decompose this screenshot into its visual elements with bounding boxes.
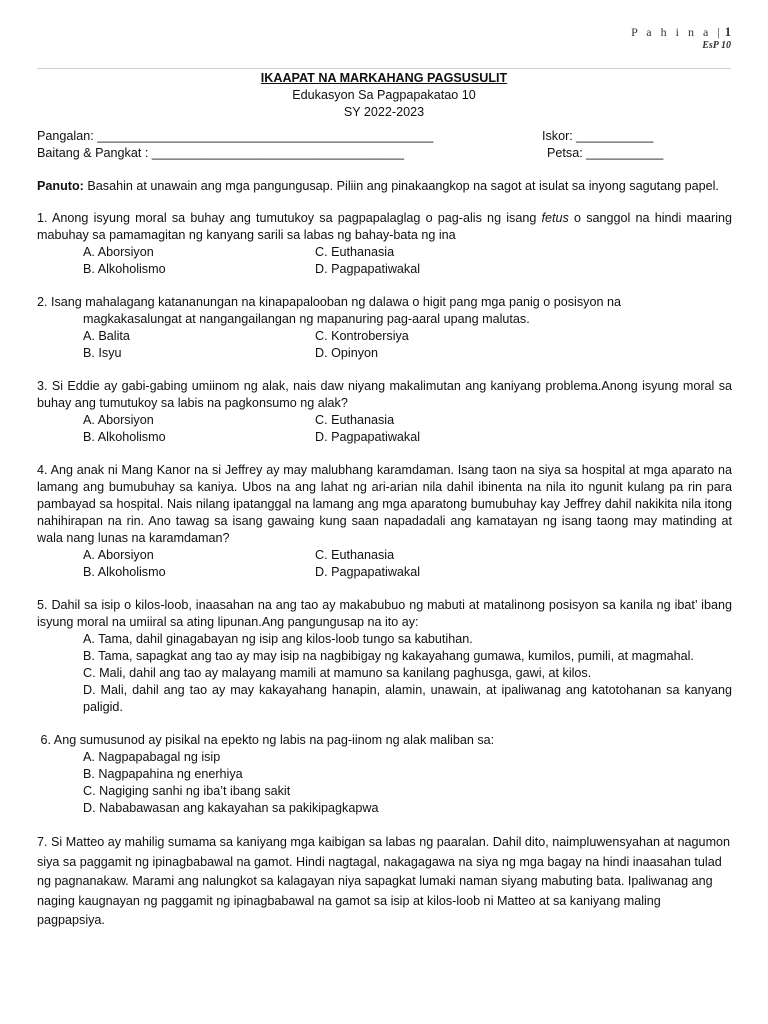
name-field: Pangalan: ________________________________________________ <box>37 129 434 143</box>
option-d: D. Opinyon <box>315 346 378 360</box>
question-1-options <box>37 244 732 278</box>
question-5-options <box>37 631 732 716</box>
question-6 <box>37 732 732 817</box>
question-1-stem: 1. Anong isyung moral sa buhay ang tumutukoy sa pagpapalaglag o pag-alis ng isang fetus o sanggol na hindi maaring mabuhay sa pamamagitan ng kanyang sarili sa labas ng bahay-bata ng ina <box>37 211 732 242</box>
question-3-stem: 3. Si Eddie ay gabi-gabing umiinom ng alak, nais daw niyang makalimutan ang kaniyang problema.Anong isyung moral sa buhay ang tumutukoy sa labis na pagkonsumo ng alak? <box>37 379 732 410</box>
option-b: B. Alkoholismo <box>83 262 166 276</box>
directions-label: Panuto: <box>37 179 84 193</box>
student-info <box>37 128 737 162</box>
option-c: C. Mali, dahil ang tao ay malayang mamili at mamuno sa kanilang paghusga, gawi, at kilos. <box>83 666 592 680</box>
exam-title: IKAAPAT NA MARKAHANG PAGSUSULIT <box>260 71 508 85</box>
option-b: B. Alkoholismo <box>83 430 166 444</box>
option-a: A. Balita <box>83 329 130 343</box>
option-c: C. Euthanasia <box>315 548 395 562</box>
question-3-options <box>37 412 732 446</box>
option-b: B. Nagpapahina ng enerhiya <box>83 767 243 781</box>
option-a: A. Nagpapabagal ng isip <box>83 750 221 764</box>
directions-text: Basahin at unawain ang mga pangungusap. Piliin ang pinakaangkop na sagot at isulat sa inyong sagutang papel. <box>83 179 719 193</box>
question-7-stem: 7. Si Matteo ay mahilig sumama sa kaniyang mga kaibigan sa labas ng paaralan. Dahil dito, naimpluwensyahan at nagumon siya sa paggamit ng ipinagbabawal na gamot. Hindi nagtagal, nakagagawa na siya ng mga bagay na hindi inaasahan tulad ng pagnanakaw. Marami ang nalungkot sa kalagayan niya sapagkat lumaki naman siyang mabuting bata. Ipaliwanag ang naging kaugnayan ng paggamit ng ipinagbabawal na gamot sa isip at kilos-loob ni Matteo at sa kaniyang maling pagpapsiya. <box>37 835 731 927</box>
option-c: C. Nagiging sanhi ng iba’t ibang sakit <box>83 784 291 798</box>
title-block <box>0 70 768 121</box>
question-4-stem: 4. Ang anak ni Mang Kanor na si Jeffrey ay may malubhang karamdaman. Isang taon na siya sa hospital at mga aparato na lamang ang bumubuhay sa kaniya. Ubos na ang lahat ng ari-arian nila dahil ibinenta na nila ito ngunit kulang pa rin para pambayad sa hospital. Nais nilang ipatanggal na lamang ang mga aparatong bumubuhay kay Jeffrey dahil nakikita nila itong nahihirapan na rin. Ano tawag sa isang gawaing kung saan napadadali ang kamatayan ng isang taong may matinding at wala nang lunas na karamdaman? <box>37 463 732 545</box>
option-d: D. Pagpapatiwakal <box>315 565 421 579</box>
section-field: Baitang & Pangkat : ____________________________________ <box>37 146 404 160</box>
option-c: C. Kontrobersiya <box>315 329 409 343</box>
fetus-term: fetus <box>541 211 569 225</box>
question-6-options <box>37 749 732 817</box>
option-a: A. Aborsiyon <box>83 413 154 427</box>
option-b: B. Alkoholismo <box>83 565 166 579</box>
exam-subject: Edukasyon Sa Pagpapakatao 10 <box>292 88 476 102</box>
option-d: D. Pagpapatiwakal <box>315 262 421 276</box>
page-label: P a h i n a | <box>631 25 723 39</box>
option-d: D. Pagpapatiwakal <box>315 430 421 444</box>
question-5-stem: 5. Dahil sa isip o kilos-loob, inaasahan na ang tao ay makabubuo ng mabuti at matalinong posisyon sa kanila ng ibat’ ibang isyung moral na umiiral sa ating lipunan.Ang pangungusap na ito ay: <box>37 598 732 629</box>
exam-content <box>37 178 732 947</box>
option-c: C. Euthanasia <box>315 245 395 259</box>
subject-code: EsP 10 <box>702 40 731 51</box>
option-b: B. Isyu <box>83 346 122 360</box>
header-divider <box>37 68 731 69</box>
option-a: A. Tama, dahil ginagabayan ng isip ang kilos-loob tungo sa kabutihan. <box>83 632 473 646</box>
school-year: SY 2022-2023 <box>343 105 425 119</box>
question-2 <box>37 294 732 362</box>
question-4 <box>37 462 732 581</box>
option-d: D. Nababawasan ang kakayahan sa pakikipagkapwa <box>83 801 379 815</box>
question-2-stem: 2. Isang mahalagang katananungan na kinapapalooban ng dalawa o higit pang mga panig o posisyon na <box>37 295 621 309</box>
option-d: D. Mali, dahil ang tao ay may kakayahang hanapin, alamin, unawain, at ipaliwanag ang katotohanan sa kanyang paligid. <box>83 683 732 714</box>
option-a: A. Aborsiyon <box>83 548 154 562</box>
score-field: Iskor: ___________ <box>542 129 654 143</box>
option-b: B. Tama, sapagkat ang tao ay may isip na nagbibigay ng kakayahang gumawa, kumilos, pumili, at magmahal. <box>83 649 694 663</box>
option-c: C. Euthanasia <box>315 413 395 427</box>
date-field: Petsa: ___________ <box>547 146 664 160</box>
question-2-stem-cont: magkakasalungat at nangangailangan ng mapanuring pag-aaral upang malutas. <box>83 312 530 326</box>
question-5 <box>37 597 732 716</box>
question-2-options <box>37 328 732 362</box>
page-header <box>631 24 731 52</box>
page-number: 1 <box>724 25 731 39</box>
question-7 <box>37 833 732 931</box>
question-1 <box>37 210 732 278</box>
question-3 <box>37 378 732 446</box>
option-a: A. Aborsiyon <box>83 245 154 259</box>
question-6-stem: 6. Ang sumusunod ay pisikal na epekto ng labis na pag-iinom ng alak maliban sa: <box>37 733 495 747</box>
directions <box>37 178 732 195</box>
question-4-options <box>37 547 732 581</box>
